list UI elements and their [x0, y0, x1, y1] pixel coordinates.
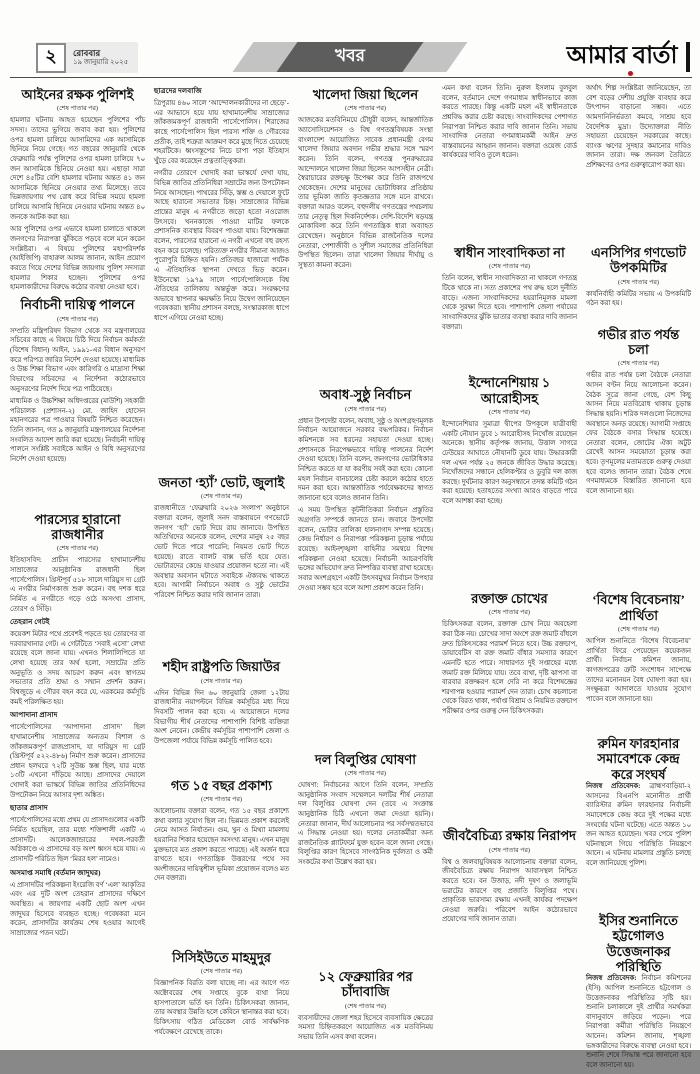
masthead-title — [567, 37, 677, 77]
continued-note: (শেষ পাতার পর) — [201, 968, 242, 976]
day-date — [73, 49, 128, 67]
continued-note: (শেষ পাতার পর) — [57, 105, 98, 113]
article-paragraph: চিকিৎসকরা বলেন, রক্তাক্ত চোখ নিয়ে অবহেলা করা ঠিক নয়। চোখের সাদা অংশে রক্ত জমাট বাঁধলে দ্রুত চিকিৎসকের পরামর্শ নিতে হবে। উচ্চ রক্তচাপ, ডায়াবেটিস বা রক্ত জমাট বাঁধার সমস্যার কারণে এমনটি হতে পারে। সাধারণত দুই সপ্তাহের মধ্যে জমাট রক্ত মিলিয়ে যায়। তবে ব্যথা, দৃষ্টি ঝাপসা বা বারবার রক্তক্ষরণ হলে দেরি না করে বিশেষজ্ঞের শরণাপন্ন হওয়ার পরামর্শ দেন তারা। চোখ কচলানো থেকে বিরত থাকা, পর্যাপ্ত বিশ্রাম ও নিয়মিত রক্তচাপ পরীক্ষার ওপর গুরুত্ব দেন চিকিৎসকরা। — [442, 621, 578, 716]
article-paragraph: আজকের মতবিনিময়ে চৌধুরী বলেন, আন্তর্জাতিক অ্যাসোসিয়েশনস ও বিশ্ব গণতন্ত্রবিষয়ক সংস্থা বাংলাদেশ আয়োজিত সাবেক প্রধানমন্ত্রী বেগম খালেদা জিয়ার অবদান গভীর শ্রদ্ধার সঙ্গে স্মরণ করেন। তিনি বলেন, গণতন্ত্র পুনরুদ্ধারের আন্দোলনে খালেদা জিয়া ছিলেন আপসহীন নেত্রী। স্বৈরাচারের রক্তচক্ষু উপেক্ষা করে তিনি রাজপথে থেকেছেন। দেশের মানুষের ভোটাধিকার প্রতিষ্ঠায় তার ভূমিকা জাতি কৃতজ্ঞতার সঙ্গে মনে রাখবে। বক্তারা আরও বলেন, বহুদলীয় গণতন্ত্রের পথচলায় তার নেতৃত্ব ছিল দিকনির্দেশক। দেশি-বিদেশি ষড়যন্ত্র মোকাবিলা করে তিনি গণতান্ত্রিক ধারা অব্যাহত রেখেছেন। অনুষ্ঠানে বিভিন্ন রাজনৈতিক দলের নেতারা, পেশাজীবী ও সুশীল সমাজের প্রতিনিধিরা উপস্থিত ছিলেন। তারা খালেদা জিয়ার দীর্ঘায়ু ও সুস্থতা কামনা করেন। — [298, 117, 433, 269]
article-headline: জনতা ‘হ্যাঁ’ ভোট, জুলাই — [158, 475, 285, 490]
article-paragraph: ত্রিপুরায় ৪৬০ সালে ‘আন্দোলনকারীদের না ছেড়ে’-এর আভাসে হয়ে যায় হাখামানেশীয় সাম্রাজ্যের জাঁকজমকপূর্ণ রাজধানী পার্সেপোলিস। শিরাজের কাছে পার্সেপোলিস ছিল পারস্য শক্তি ও গৌরবের প্রতীক, তাই শত্রুরা আক্রমণ করে মুছে দিতে চেয়েছে শহরটিকে। ধ্বংসস্তূপের নিচে চাপা পড়া ইতিহাস খুঁড়ে বের করেছেন প্রত্নতাত্ত্বিকরা। — [154, 100, 289, 165]
article-body — [586, 637, 691, 733]
article-paragraph: ঘোষণা: নির্বাচনের আগে তিনি বলেন, সম্প্রতি আনুষ্ঠানিক সংবাদ সম্মেলনে দলটির শীর্ষ নেতারা দল বিলুপ্তির ঘোষণা দেন (তবে এ সংক্রান্ত আনুষ্ঠানিক চিঠি এখনো জমা দেওয়া হয়নি)। নেতারা জানান, দীর্ঘ আলোচনার পর সর্বসম্মতভাবে এ সিদ্ধান্ত নেওয়া হয়। দলের নেতাকর্মীরা অন্য রাজনৈতিক প্ল্যাটফর্মে যুক্ত হবেন বলে জানা গেছে। বিলুপ্তির কারণ হিসেবে সাংগঠনিক দুর্বলতা ও কর্মী সংকটের কথা উল্লেখ করা হয়। — [298, 781, 433, 867]
masthead-text: আমার বার্তা — [566, 42, 677, 69]
article-body — [298, 1014, 433, 1046]
section-title: খবর — [335, 46, 365, 65]
article-headline: আইনের রক্ষক পুলিশই — [21, 87, 134, 102]
article-paragraph: বিজ্ঞাপনিক বিরতি বলা যাচ্ছে না। এর আগে গত অক্টোবরের শেষ সপ্তাহে বুকে ব্যথা নিয়ে হাসপাতালে ভর্তি হন তিনি। চিকিৎসকরা জানান, তার অবস্থার উন্নতি হলে কেবিনে স্থানান্তর করা হবে। চিকিৎসায় গঠিত মেডিকেল বোর্ড সার্বক্ষণিক পর্যবেক্ষণে রেখেছে তাকে। — [154, 980, 289, 1036]
news-article — [586, 733, 691, 910]
continued-note: (শেষ পাতার পর) — [57, 315, 98, 323]
continued-note: (শেষ পাতার পর) — [618, 360, 659, 368]
continued-note: (শেষ পাতার পর) — [345, 405, 386, 413]
news-article — [10, 84, 145, 294]
columns-area — [10, 84, 692, 1070]
weekday: রোববার — [73, 47, 101, 58]
continued-note: (শেষ পাতার পর) — [201, 795, 242, 803]
news-article — [154, 84, 289, 472]
continued-note: (শেষ পাতার পর) — [345, 769, 386, 777]
article-paragraph: এদিন বিভিন্ন দিন ৬০ জানুয়ারি জেলা ১২টায় রাজধানীর নয়াপল্টনে বিভিন্ন কর্মসূচির মধ্য দিয়ে দিবসটি পালন করা হবে। এ আয়োজনে দলের বিভাগীয় শীর্ষ নেতাদের পাশাপাশি বিশিষ্ট ব্যক্তিরা অংশ নেবেন। কেন্দ্রীয় কর্মসূচির পাশাপাশি জেলা ও উপজেলা পর্যায়ে বিভিন্ন কর্মসূচি পালিত হবে। — [154, 689, 289, 745]
continued-note: (শেষ পাতার পর) — [57, 545, 98, 553]
article-headline: ‘বিশেষ বিবেচনায়’ প্রার্থিতা — [592, 592, 685, 623]
news-article — [442, 372, 577, 588]
news-article — [298, 84, 433, 384]
article-headline: জীববৈচিত্র্য রক্ষায় নিরাপদ — [442, 828, 576, 844]
article-paragraph: হামলার ঘটনায় আহত হয়েছেন পুলিশের পাঁচ সদস্য। তাদের ভুগিয়ে জবাব করা হয়। পুলিশের ওপর হামলা চালিয়ে আসামিদের এক আসামিকে ছিনিয়ে নিয়ে গেছে। গত বছরের জানুয়ারি থেকে ফেব্রুয়ারি পর্যন্ত পুলিশের ওপর হামলা চালিয়ে ৭০ জন আসামিকে ছিনিয়ে নেওয়া হয়। এছাড়া সারা দেশে ৪৫টির বেশি হামলার ঘটনায় অন্তত ৪১ জন আসামিকে ছিনিয়ে নেওয়ার তথ্য মিলেছে। তবে ভিন্নজায়গায় পথ রোধ করে বিভিন্ন সময়ে হামলা চালিয়ে আসামি ছিনিয়ে নেওয়ার ঘটনায় অন্তত ৪০ জনকে আটক করা হয়। — [10, 117, 145, 221]
news-article — [298, 966, 433, 1046]
article-body — [154, 504, 289, 656]
article-body — [298, 417, 433, 749]
article-body — [586, 782, 691, 910]
article-headline: অবাধ-সুষ্ঠু নির্বাচন — [319, 387, 412, 403]
article-body — [10, 556, 145, 1016]
continued-note: (শেষ পাতার পর) — [345, 1002, 386, 1010]
article-headline: গভীর রাত পর্যন্ত চলা — [597, 326, 680, 357]
article-body — [442, 84, 577, 242]
continued-note: (শেষ পাতার পর) — [489, 408, 530, 416]
continued-note: (শেষ পাতার পর) — [618, 278, 659, 286]
article-headline: ইন্দোনেশিয়ায় ১ আরোহীসহ — [468, 375, 551, 406]
news-article — [154, 947, 289, 1040]
news-column-1 — [10, 84, 145, 1016]
news-article — [442, 84, 577, 242]
article-headline: শহীদ রাষ্ট্রপতি জিয়াউর — [162, 659, 281, 675]
article-headline: স্বাধীন সাংবাদিকতা না — [454, 245, 565, 260]
news-article — [442, 242, 577, 372]
article-body — [442, 274, 577, 372]
article-body — [154, 807, 289, 947]
article-body — [442, 620, 577, 825]
article-paragraph: পার্সেপোলিসের মধ্যে প্রথম যে প্রাসাদগুলোর একটি নির্মিত হয়েছিল, তার মধ্যে শক্তিশালী একটি এ প্রাসাদটি। আলেকজান্ডারের দখল-পরবর্তী অগ্নিকাণ্ডে এ প্রাসাদের বড় অংশ ধ্বংস হয়ে যায়। এ প্রাসাদটি পরিচিত ছিল ‘মিরর হল’ নামেও। — [10, 817, 145, 863]
article-body — [154, 84, 289, 472]
article-paragraph: গভীর রাত পর্যন্ত চলা বৈঠকে নেতারা আসন বণ্টন নিয়ে আলোচনা করেন। বৈঠক সূত্রে জানা গেছে, বেশ কিছু আসন নিয়ে মতবিরোধ থাকায় চূড়ান্ত সিদ্ধান্ত হয়নি। শরিক দলগুলো নিজেদের অবস্থানে অনড় রয়েছে। আগামী সপ্তাহে ফের বৈঠকে বসার সিদ্ধান্ত হয়েছে। নেতারা বলেন, জোটের ঐক্য অটুট রেখেই আসন সমঝোতা চূড়ান্ত করা হবে। তৃণমূলের মতামতকে গুরুত্ব দেওয়া হবে বলেও জানান তারা। বৈঠক শেষে গণমাধ্যমকে বিস্তারিত জানানো হবে বলে জানানো হয়। — [586, 372, 691, 495]
article-headline: এনসিপির গণভোট উপকমিটির — [590, 245, 687, 276]
news-article — [154, 775, 289, 947]
news-article — [586, 589, 691, 733]
masthead — [567, 40, 690, 74]
article-headline: ইসির শুনানিতে হট্টগোলও উত্তেজনাকর পরিস্থিতি — [599, 912, 678, 974]
header-divider — [10, 77, 692, 78]
article-paragraph: নগরীর তোরণে খোদাই করা ভাস্কর্যে দেখা যায়, বিভিন্ন জাতির প্রতিনিধিরা সম্রাটের জন্য উপঢৌকন নিয়ে আসছেন। পাথরের সিঁড়ি, স্তম্ভ ও দেয়ালে ফুটে আছে হারানো সভ্যতার চিহ্ন। সাম্রাজ্যের বিভিন্ন প্রান্তের মানুষ এ নগরীতে জড়ো হতো নওরোজ উৎসবে। খননকাজে পাওয়া মাটির ফলকে প্রশাসনিক ব্যবস্থার বিবরণ পাওয়া যায়। বিশেষজ্ঞরা বলেন, পারস্যের হারানো এ নগরী এখনো বহু রহস্য বহন করে চলেছে। পরিত্যক্ত নগরীর সীমানা আজও পুরোপুরি চিহ্নিত হয়নি। প্রতিবছর হাজারো পর্যটক এ ঐতিহাসিক স্থাপনা দেখতে ভিড় করেন। ইউনেস্কো ১৯৭৯ সালে পার্সেপোলিসকে বিশ্ব ঐতিহ্যের তালিকায় অন্তর্ভুক্ত করে। সংরক্ষণের অভাবে স্থাপনার ক্ষয়ক্ষতি নিয়ে উদ্বেগ জানিয়েছেন গবেষকরা। স্থানীয় প্রশাসন বলছে, সংস্কারকাজ ধাপে ধাপে এগিয়ে নেওয়া হচ্ছে। — [154, 170, 289, 323]
article-body — [10, 327, 145, 509]
article-headline: ১২ ফেব্রুয়ারির পর চাঁদাবাজি — [318, 968, 413, 1000]
article-body — [586, 974, 691, 1073]
article-paragraph: বিশ্ব ও জলবায়ুবিষয়ক আলোচনায় বক্তারা বলেন, জীববৈচিত্র্য রক্ষায় নিরাপদ আবাসস্থল নিশ্চিত করতে হবে। বন উজাড়, নদী দূষণ ও জলাভূমি ভরাটের কারণে বহু প্রজাতি বিলুপ্তির পথে। প্রাকৃতিক ভারসাম্য রক্ষায় এখনই কার্যকর পদক্ষেপ নেওয়া জরুরি। পরিবেশ আইন কঠোরভাবে প্রয়োগের দাবি জানান তারা। — [442, 858, 577, 924]
article-paragraph: ইতিহাসবিদ: প্রাচীন পারস্যের হাখামানেশীয় সাম্রাজ্যের আনুষ্ঠানিক রাজধানী ছিল পার্সেপোলিস। খ্রিস্টপূর্ব ৫১৮ সালে দারিয়ুস দ্য গ্রেট এ নগরীর নির্মাণকাজ শুরু করেন। বহু দশক ধরে নির্মিত এ নগরীতে গড়ে ওঠে অসংখ্য প্রাসাদ, তোরণ ও সিঁড়ি। — [10, 557, 145, 613]
news-article — [298, 749, 433, 966]
article-paragraph: এ সময় উপস্থিত কূটনীতিকরা নির্বাচন প্রস্তুতির অগ্রগতি সম্পর্কে জানতে চান। জবাবে উপদেষ্টা বলেন, ভোটার তালিকা হালনাগাদ সম্পন্ন হয়েছে। কেন্দ্র নির্ধারণ ও নিরাপত্তা পরিকল্পনা চূড়ান্ত পর্যায়ে রয়েছে। আইনশৃঙ্খলা বাহিনীর সমন্বয়ে বিশেষ পরিকল্পনা নেওয়া হয়েছে। নির্বাচনী আচরণবিধি ভঙ্গের অভিযোগ দ্রুত নিষ্পত্তির ব্যবস্থা রাখা হয়েছে। সবার অংশগ্রহণে একটি উৎসবমুখর নির্বাচন উপহার দেওয়া সম্ভব হবে বলে আশা প্রকাশ করেন তিনি। — [298, 507, 433, 592]
news-article — [586, 84, 691, 242]
article-body — [442, 858, 577, 1016]
reporter-lead: নিজস্ব প্রতিবেদক: — [586, 782, 650, 790]
masthead-bar — [686, 42, 690, 72]
article-headline: রক্তাক্ত চোখের — [471, 590, 548, 606]
article-body — [298, 116, 433, 384]
page-number: ২ — [45, 46, 57, 66]
continued-note: (শেষ পাতার পর) — [489, 263, 530, 271]
article-paragraph: রাজধানীতে ‘ফেব্রুয়ারি ২০২৬ সংলাপ’ অনুষ্ঠানে বক্তারা বলেন, জুলাই সনদ বাস্তবায়নে গণভোটে জনগণ ‘হ্যাঁ’ ভোট দিয়ে রায় জানাবে। উপস্থিত অতিথিদের অনেকে বলেন, দেশের মানুষ ২৫ বছর ভোট দিতে পারে পারেনি; নিয়মত ভোট দিতে হয়েছে। রাতে ব্যালট বাক্স ভর্তি হয়ে যেত। ভোটারদের কেন্দ্রে যাওয়ার প্রয়োজন হতো না। এই অবস্থার অবসান ঘটাতে সবাইকে ঐক্যবদ্ধ থাকতে হবে। আগামী নির্বাচনে অবাধ ও সুষ্ঠু ভোটের পরিবেশ নিশ্চিত করার দাবি জানান তারা। — [154, 505, 289, 600]
page-number-group — [36, 42, 138, 73]
continued-note: (শেষ পাতার পর) — [201, 493, 242, 501]
article-body — [442, 420, 577, 588]
news-column-4 — [442, 84, 577, 1016]
article-headline: নির্বাচনী দায়িত্ব পালনে — [20, 297, 135, 313]
news-article — [10, 509, 145, 1016]
issue-date: ১৯ জানুয়ারি ২০২৫ — [73, 58, 129, 67]
continued-note: (শেষ পাতার পর) — [618, 625, 659, 633]
news-column-3 — [298, 84, 433, 1041]
article-subhead: অসমাপ্ত সমাধি (বর্তমান জাদুঘর) — [10, 868, 101, 877]
article-body — [154, 979, 289, 1040]
section-banner — [231, 42, 469, 72]
news-article — [442, 588, 577, 825]
article-subhead: তেহরান গেটই — [10, 618, 50, 627]
news-article — [586, 242, 691, 324]
article-paragraph: আলোচনায় বক্তারা বলেন, গত ১৫ বছর প্রকাশ্যে কথা বলার সুযোগ ছিল না। ভিন্নমত প্রকাশ করলেই নেমে আসত নির্যাতন। গুম, খুন ও মিথ্যা মামলায় হয়রানির শিকার হয়েছেন অসংখ্য মানুষ। এখন মানুষ মুক্তভাবে মত প্রকাশ করতে পারছে। এই অর্জন ধরে রাখতে হবে। গণতান্ত্রিক উত্তরণের পথে সব অংশীজনের দায়িত্বশীল ভূমিকা প্রয়োজন বলেও মত দেন বক্তারা। — [154, 807, 289, 883]
article-paragraph: নিজস্ব প্রতিবেদক: ব্রাহ্মণবাড়িয়া-২ আসনের বিএনপি মনোনীত প্রার্থী ব্যারিস্টার রুমিন ফারহানার নির্বাচনী সমাবেশকে কেন্দ্র করে দুই পক্ষের মধ্যে সংঘর্ষের ঘটনা ঘটেছে। এতে অন্তত ১০ জন আহত হয়েছেন। খবর পেয়ে পুলিশ ঘটনাস্থলে গিয়ে পরিস্থিতি নিয়ন্ত্রণে আনে। এ ঘটনায় মামলার প্রস্তুতি চলছে বলে জানিয়েছে পুলিশ। — [586, 782, 691, 868]
article-paragraph: কয়েকশ মিটার পথে প্রবেশই পড়তে হয় তোরণের বা দরবারখানার গেট। এ গেটটিতে ‘সবাই এসো’ লেখা রয়েছে বলে জানা যায়। এখনও শিলালিপিতে যা লেখা হয়েছে তার অর্থ হলো, সম্রাটের প্রতি অনুভূতি ও সদয় আচরণ করুন এবং স্বাগতম সভ্যতার প্রতি শ্রদ্ধা ও সম্মান প্রদর্শন করুন। বিশ্বজুড়ে এ গৌরব বহন করে যে, এরকমের কর্মসূচি কমই পরিলক্ষিত হয়। — [10, 631, 145, 706]
news-article — [10, 294, 145, 508]
article-body — [586, 371, 691, 589]
news-article — [154, 656, 289, 774]
news-article — [586, 324, 691, 590]
article-headline: রুমিন ফারহানার সমাবেশকে কেন্দ্র করে সংঘর্ষ — [597, 735, 680, 782]
article-subhead: আপাদানা প্রাসাদ — [10, 711, 58, 720]
article-subhead: ছাতার প্রাসাদ — [10, 804, 48, 813]
article-body — [10, 116, 145, 294]
article-paragraph: তিনি বলেন, স্বাধীন সাংবাদিকতা না থাকলে গণতন্ত্র টিকে থাকে না। সত্য প্রকাশের পথ রুদ্ধ হলে দুর্নীতি বাড়ে। এজন্য সাংবাদিকদের হয়রানিমূলক মামলা থেকে সুরক্ষা দিতে হবে। পাশাপাশি জেলা পর্যায়ের সাংবাদিকদের ঝুঁকি ভাতার ব্যবস্থা করার দাবি জানান বক্তারা। — [442, 275, 577, 331]
article-headline: গত ১৫ বছর প্রকাশ্য — [170, 777, 273, 793]
article-body — [298, 781, 433, 966]
page-number-box — [36, 43, 66, 73]
article-body — [154, 689, 289, 775]
article-paragraph: আপিল শুনানিতে ‘বিশেষ বিবেচনায়’ প্রার্থিতা ফিরে পেয়েছেন কয়েকজন প্রার্থী। নির্বাচন কমিশন জানায়, কাগজপত্রের ত্রুটি সংশোধন সাপেক্ষে তাদের মনোনয়ন বৈধ ঘোষণা করা হয়। সংক্ষুব্ধরা আদালতে যাওয়ার সুযোগ পাবেন বলে জানানো হয়। — [586, 637, 691, 703]
article-headline: সিসিইউতে মাহমুদুর — [172, 949, 271, 965]
continued-note: (শেষ পাতার পর) — [489, 846, 530, 854]
article-paragraph: সম্প্রতি মন্ত্রিপরিষদ বিভাগ থেকে সব মন্ত্রণালয়ের সচিবের কাছে এ বিষয়ে চিঠি দিয়ে নির্বাচন কর্মকর্তা (বিশেষ বিধান) আইন, ১৯৯১-এর বিধান অনুসরণ করে পরিপত্র জারির নির্দেশ দেওয়া হয়েছে। মাধ্যমিক ও উচ্চ শিক্ষা বিভাগ এবং কারিগরি ও মাদ্রাসা শিক্ষা বিভাগের সচিবদের এ নির্দেশনা কঠোরভাবে অনুসরণের নির্দেশ দিয়ে পত্র পাঠিয়েছে। — [10, 327, 145, 393]
article-paragraph: ইন্দোনেশিয়ার সুমাত্রা দ্বীপের উপকূলে যাত্রীবাহী একটি নৌযান ডুবে ১ আরোহীসহ নিখোঁজ রয়েছেন অনেকে। স্থানীয় কর্তৃপক্ষ জানায়, উত্তাল সাগরে ঢেউয়ের আঘাতে নৌযানটি ডুবে যায়। উদ্ধারকারী দল এখন পর্যন্ত ২৫ জনকে জীবিত উদ্ধার করেছে। নিখোঁজদের সন্ধানে হেলিকপ্টার ও ডুবুরি দল কাজ করছে। দুর্ঘটনার কারণ অনুসন্ধানে তদন্ত কমিটি গঠন করা হয়েছে। হতাহতের সংখ্যা আরও বাড়তে পারে বলে আশঙ্কা করা হচ্ছে। — [442, 420, 577, 506]
news-article — [154, 472, 289, 656]
news-column-5 — [586, 84, 692, 1070]
article-subhead: ছাত্রদের দলবাজি — [154, 87, 202, 95]
article-paragraph: নিজস্ব প্রতিবেদক: নির্বাচন কমিশনের (ইসি) আপিল শুনানিতে হট্টগোল ও উত্তেজনাকর পরিস্থিতির সৃষ্টি হয়। শুনানি চলাকালে দুই প্রার্থীর সমর্থকরা বাদানুবাদে জড়িয়ে পড়েন। পরে নিরাপত্তা কর্মীরা পরিস্থিতি নিয়ন্ত্রণে আনেন। কমিশন জানায়, শৃঙ্খলা ভঙ্গকারীদের বিরুদ্ধে ব্যবস্থা নেওয়া হবে। শুনানি শেষে সিদ্ধান্ত পরে জানানো হবে বলে জানানো হয়। — [586, 975, 692, 1070]
article-headline: খালেদা জিয়া ছিলেন — [312, 87, 419, 102]
news-article — [586, 910, 691, 1074]
article-body — [586, 84, 691, 242]
page-header — [0, 40, 700, 76]
reporter-lead: নিজস্ব প্রতিবেদক: — [586, 975, 642, 983]
continued-note: (শেষ পাতার পর) — [489, 609, 530, 617]
article-headline: পারস্যের হারানো রাজধানীর — [34, 511, 121, 542]
article-paragraph: আর পুলিশের ওপর এভাবে হামলা চালাতে থাকলে জনগণের নিরাপত্তা ঝুঁকিতে পড়বে বলে মনে করেন সংশ্লিষ্টরা। এ বিষয়ে পুলিশের মহাপরিদর্শক (আইজিপি) বাহারুল আলম জানান, আইন প্রয়োগ করতে গিয়ে দেশের বিভিন্ন জায়গায় পুলিশ সদস্যরা হামলার শিকার হচ্ছেন। পুলিশের ওপর হামলাকারীদের বিরুদ্ধে কঠোর ব্যবস্থা নেওয়া হবে। — [10, 226, 145, 292]
article-paragraph: কার্যনির্বাহী কমিটির সভায় এ উপকমিটি গঠন করা হয়। — [586, 290, 691, 308]
article-headline: দল বিলুপ্তির ঘোষণা — [314, 751, 417, 767]
article-paragraph: এমন কথা বলেন তিনি। নুরুল ইসলাম বুলবুল বলেন, বর্তমানে দেশে গণমাধ্যম স্বাধীনভাবে কাজ করতে পারছে। কিন্তু একটি মহল এই স্বাধীনতাকে প্রশ্নবিদ্ধ করার চেষ্টা করছে। সাংবাদিকদের পেশাগত নিরাপত্তা নিশ্চিত করার দাবি জানান তিনি। সভায় সাংবাদিক নেতারা গণমাধ্যমকর্মী আইন দ্রুত বাস্তবায়নের আহ্বান জানান। বক্তারা ওয়েজ বোর্ড কার্যকরের দাবিও তুলে ধরেন। — [442, 85, 577, 160]
continued-note: (শেষ পাতার পর) — [345, 105, 386, 113]
article-paragraph: মাধ্যমিক ও উচ্চশিক্ষা অধিদপ্তরের (মাউশি) সহকারী পরিচালক (প্রশাসন-২) মো. জাহিদ হোসেন মহানগরের পত্র পাওয়ার বিষয়টি নিশ্চিত করেছেন। তিনি জানান, গত ৯ জানুয়ারি মন্ত্রণালয়ের নির্দেশনা সংবলিত আদেশ জারি করা হয়েছে। নির্বাচনী দায়িত্ব পালনে সংশ্লিষ্ট সবাইকে আইন ও বিধি অনুসরণের নির্দেশ দেওয়া হয়েছে। — [10, 398, 145, 463]
news-article — [298, 384, 433, 748]
article-paragraph: এ প্রাসাদটির পরিকল্পনা ইংরেজি বর্ণ ‘এল’ আকৃতির এবং এর দুটি অংশ তেহরান প্রাসাদের দক্ষিণে অবস্থিত। এ জায়গার একটি ছোট অংশ এখন জাদুঘর হিসেবে ব্যবহৃত হচ্ছে। গবেষকরা মনে করেন, প্রাসাদটির কার্যক্রম শেষ হওয়ার আগেই সাম্রাজ্যের পতন ঘটে। — [10, 881, 145, 937]
masthead-accent-dot — [628, 71, 633, 76]
article-paragraph: প্রধান উপদেষ্টা বলেন, অবাধ, সুষ্ঠু ও অংশগ্রহণমূলক নির্বাচন আয়োজনে সরকার বদ্ধপরিকর। নির্বাচন কমিশনকে সব ধরনের সহায়তা দেওয়া হচ্ছে। প্রশাসনকে নিরপেক্ষভাবে দায়িত্ব পালনের নির্দেশ দেওয়া হয়েছে। তিনি বলেন, জনগণের ভোটাধিকার নিশ্চিত করতে যা যা করণীয় সবই করা হবে। কোনো মহল নির্বাচন বানচালের চেষ্টা করলে কঠোর হাতে দমন করা হবে। আন্তর্জাতিক পর্যবেক্ষকদের স্বাগত জানানো হবে বলেও জানান তিনি। — [298, 417, 433, 502]
news-column-2 — [154, 84, 289, 1036]
article-paragraph: ব্যবসায়ীদের জেলা শহর হিসেবে ব্যবসায়িক ক্ষেত্রের সমস্যা চিহ্নিতকরণে আয়োজিত এক মতবিনিময় সভায় তিনি এসব কথা বলেন। — [298, 1014, 433, 1041]
article-paragraph: অর্থাৎ শিল্প সংশ্লিষ্টরা জানিয়েছেন, তা বেশ বড়ের দেশীয় প্রযুক্তি ব্যবহার করে উৎপাদন বাড়ানো সম্ভব। এতে আমদানিনির্ভরতা কমবে, সাশ্রয় হবে বৈদেশিক মুদ্রা। উদ্যোক্তারা নীতি সহায়তা চেয়েছেন সরকারের কাছে। ব্যাংক ঋণের সুদহার কমানোর দাবিও জানান তারা। দক্ষ জনবল তৈরিতে প্রশিক্ষণের ওপর গুরুত্বারোপ করা হয়। — [586, 85, 691, 170]
article-body — [586, 290, 691, 324]
news-article — [442, 825, 577, 1016]
article-paragraph: পার্সেপোলিসের ‘আপাদানা প্রাসাদ’ ছিল হাখামানেশীয় সাম্রাজ্যের অন্যতম বিশাল ও জাঁকজমকপূর্ণ রাজপ্রাসাদ, যা দারিয়ুস দ্য গ্রেট (খ্রিস্টপূর্ব ৫২২-৪৮৬) নির্মাণ শুরু করেন। প্রাসাদের প্রধান হলঘরে ৭২টি সুউচ্চ স্তম্ভ ছিল, যার মধ্যে ১৩টি এখনো দাঁড়িয়ে আছে। প্রাসাদের দেয়ালে খোদাই করা ভাস্কর্যে বিভিন্ন জাতির প্রতিনিধিদের উপঢৌকন নিয়ে আসার দৃশ্য অঙ্কিত। — [10, 724, 145, 799]
continued-note: (শেষ পাতার পর) — [201, 677, 242, 685]
